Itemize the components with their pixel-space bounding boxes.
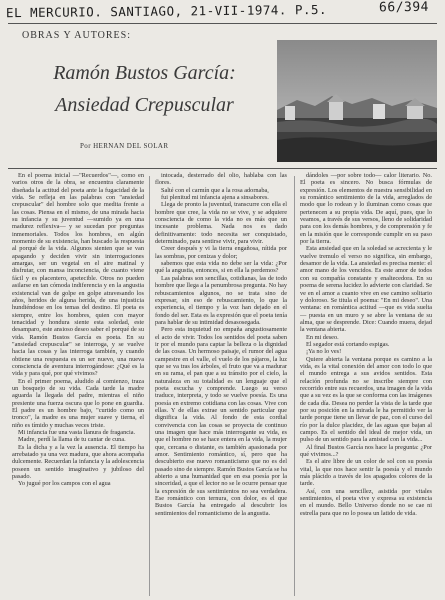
verse: sabemos que esta vida no debe ser la vida: ¿Por qué la angustia, entonces, si en ella la perdemos? — [155, 260, 287, 275]
paragraph: Pero esta inquietud no empaña angustiosamente el acto de vivir. Todos los sentidos del poeta saben ir por el mundo para captar la belleza o la dignidad de las cosas. Un hermoso paisaje, el rumor del agua campestre en el valle, el vuelo de los pájaros, la luz que se va tras los árboles, el fruto que va a madurar en su rama, el pan que a su tránsito por el cielo, la naturaleza en su totalidad es un lenguaje que el poeta escucha y comprende. Luego su verso traduce, interpreta, y todo se vuelve poesía. Es una poesía en extremo cotidiana con las cosas. Vive con ellas. Y de ellas extrae un sentido particular que dignifica la vida. Al fondo de esta cordial convivencia con las cosas se proyecta de continuo una imagen que hace más interrogante su vida, es que el hombre no se hace entera en la vida, la mujer que, cercana o distante, es también apasionada por amor. Sentimiento romántico, sí, pero que ha descubierto ese nuevo romanticismo que no es del pasado sino de siempre. Ramón Bustos García se ha abierto a una humanidad que en esa poesía por la sinceridad, a que el lector no se le ocurre pensar que la expresión de sus sentimientos no sea verdadera. Ese romántico con ternura, con dolor, es el que Bustos García ha entregado al descubrir los sentimientos del romanticismo de la angustia. — [155, 326, 287, 517]
byline: Por HERNAN DEL SOLAR — [80, 142, 169, 150]
paragraph: Es la dicha y a la vez la ausencia. El tiempo ha arrebatado ya una vez madura, que ahora acompaña dulcemente. Recuerdan la infancia y la adolescencia poseen un sentido imaginativo y jubiloso del pasado. — [12, 443, 144, 481]
handwritten-source: EL MERCURIO. SANTIAGO, 21-VII-1974. P.5. — [5, 1, 328, 21]
article-column-2 — [155, 172, 287, 596]
verse: Creer después y vi la tierra engañosa, nítida por las sombras, por cenizas y dolor; — [155, 245, 287, 260]
verse: Mi infancia fue una vasta llanura de fragancia. — [18, 429, 136, 437]
verse: El segador está cortando espigas. — [306, 340, 390, 348]
verse: En mi deseo. — [306, 333, 339, 341]
paragraph: dándoles —por sobre todo— calor literario. No. El poeta es sincero. No busca fórmulas de expresión. Los elementos de nuestra sensibilidad en su romántico sentimiento de la vida, arreglados de modo que lo rodean y lo iluminan como cosas que pertenecen a su propia vida. De aquí, pues, que lo veamos, a través de sus versos, lleno de solidaridad para con los demás hombres, y de comprensión y fe en la misión que le corresponde cumplir en su paso por la tierra. — [300, 172, 432, 246]
paragraph: Llega de pronto la juventud, transcurre con ella el hombre que cree, la vida no se vive, y se adquiere consciencia de como la vida no es más que un incesante problema. Nada nos es dado definitivamente: todo necesita ser conquistado, determinado, para sentirse vivir, para vivir. — [155, 201, 287, 246]
verse: ¡Ya no lo ves! — [306, 348, 342, 356]
verse: intocada, desterrado del olio, hablaba con las flores. — [155, 172, 287, 187]
column-divider — [149, 176, 150, 596]
verse: fui plenitud mi infancia ajena a sinsabores. — [161, 194, 269, 202]
paragraph: Al final Bustos García nos hace la pregunta: ¿Por qué vivimos...? — [300, 443, 432, 459]
article-body — [12, 172, 435, 596]
landscape-photo-icon — [277, 40, 437, 162]
verse: Yo jugué por los campos con el agua — [18, 480, 111, 488]
paragraph: En el primer poema, aludido al comienzo, traza un bosquejo de su vida. Cada tarde la madre aguarda la llegada del padre, mientras el niño presiente una fuerza oscura que lo pone en guardia. El padre es un hombre bajo, "curtido como un tronco", la madre es una mujer suave y tierna, el niño es tímido y muchas veces triste. — [12, 377, 144, 429]
column-divider — [294, 176, 295, 596]
paragraph: Esta ansiedad que en la soledad se acrecienta y le vuelve tremulo el verso no significa, sin embargo, desamor de la vida. La ansiedad es precisa mente: el amor mano de los vencidos. Es este amor de todos con su compañía constante y enaltecedora. En su poema de serena lucidez lo advierte con claridad. Se ve en el amor a cuanto vive en ese camino solitario y doloroso. Se titula el poema: "En mi deseo". Una ventana: en romántica actitud —que es vida suelta— puesta en un muro y se abre la ventana de su alma, que se desprende. Dice: Cuando muera, dejad la ventana abierta. — [300, 245, 432, 334]
paragraph: Así, con una sencillez, asistida por vitales sentimientos, el poeta vive y expresa su existencia en el mundo. Bello Universo donde no se cae ni estrella para que no lo posea un latido de vida. — [300, 487, 432, 517]
paragraph: En el poema inicial —"Recuerdos"—, como en varios otros de la obra, se encuentra claramente diseñada la actitud del poeta ante la fugacidad de la vida. Se refleja en las palabras con "ansiedad crepuscular" del hombre solo que medita frente a las cosas. Piensa en el mismo, de una mirada hacia su infancia y su juventud —sumido ya en una madurez reflexiva— y se sucedan por preguntas inmemoriales. Todos los hombres, en algún momento de su existencia, han buscado la respuesta al porqué de la vida. Algunos sienten que se van apagando y deciden vivir sin interrogaciones amargas, ser un vegetal en el aire matinal y disfrutar, con mansa inconciencia, de cuanto viene fácil y es placentero, apetecible. Otros no pueden asilarse en tan cómoda indiferencia y en la angustia existencial van de golpe en golpe atravesando los años, heridos de alguna herida, de una injusticia hundiéndose en los temas del destino. El poeta es siempre, entre los hombres, quien con mayor tenacidad y hondura siente esta soledad, este desamparo, este ansioso deseo saber el porqué de su vida. Ramón Bustos García es poeta. En su "ansiedad crepuscular" se interroga, y se vuelve hacia las cosas y las interroga también, y cuando obtiene una respuesta es un ser nuevo, una nueva consciencia de aventura interrogándose: ¿Qué es la vida y para qué, por qué vivimos? — [12, 172, 144, 378]
title-rule — [8, 168, 437, 169]
paragraph: Es el aire libre de un color de sol con su poesía vital, la que nos hace sentir la poesía y el mundo más plácido a través de los apagados colores de la tarde. — [300, 458, 432, 488]
article-title-line2: Ansiedad Crepuscular — [55, 94, 234, 116]
article-column-1 — [12, 172, 144, 596]
header-rule — [8, 23, 437, 24]
landscape-photo — [277, 40, 437, 162]
handwritten-citation — [6, 1, 439, 21]
clipping-reference-number: 66/394 — [378, 0, 430, 16]
article-column-3 — [300, 172, 432, 596]
verse: Madre, perdí la llama de tu cantar de cuna. — [18, 436, 126, 444]
paragraph: Las palabras son sencillas, cotidianas, las de todo hombre que llega a la penumbrosa pregunta. No hay rebuscamientos algunos, no se trata sino de expresar, sin eso de rebuscamiento, lo que la experiencia, el tiempo y la voz han dejado en el fondo del ser. Esta es la expresión que el poeta tenía para hablar de su intimidad desasosegada. — [155, 274, 287, 326]
section-kicker: OBRAS Y AUTORES: — [22, 30, 131, 41]
article-title-line1: Ramón Bustos García: — [53, 62, 236, 84]
paragraph: Quiere abierta la ventana porque es camino a la vida, es la vital conexión del amor con todo lo que el mundo entrega a sus avidos sentidos. Esta relación profunda no se inscribe siempre con recorrido entre sus recuerdos, una imagen de la vida que a su vez es la que se conforma con las imágenes de cada día. Desea no perder la vista de la tarde que por su posición en la mirada le ha permitido ver la tarde porque tiene un llevar de paz, con el curso del río por la dulce placidez, de las aguas que bajan al campo. Es el sentido del ideal de mejor vida, un pulso de un sentido para la amistad con la vida... — [300, 355, 432, 444]
verse: Salté con el carmín que a la rosa adornaba, — [161, 186, 269, 194]
